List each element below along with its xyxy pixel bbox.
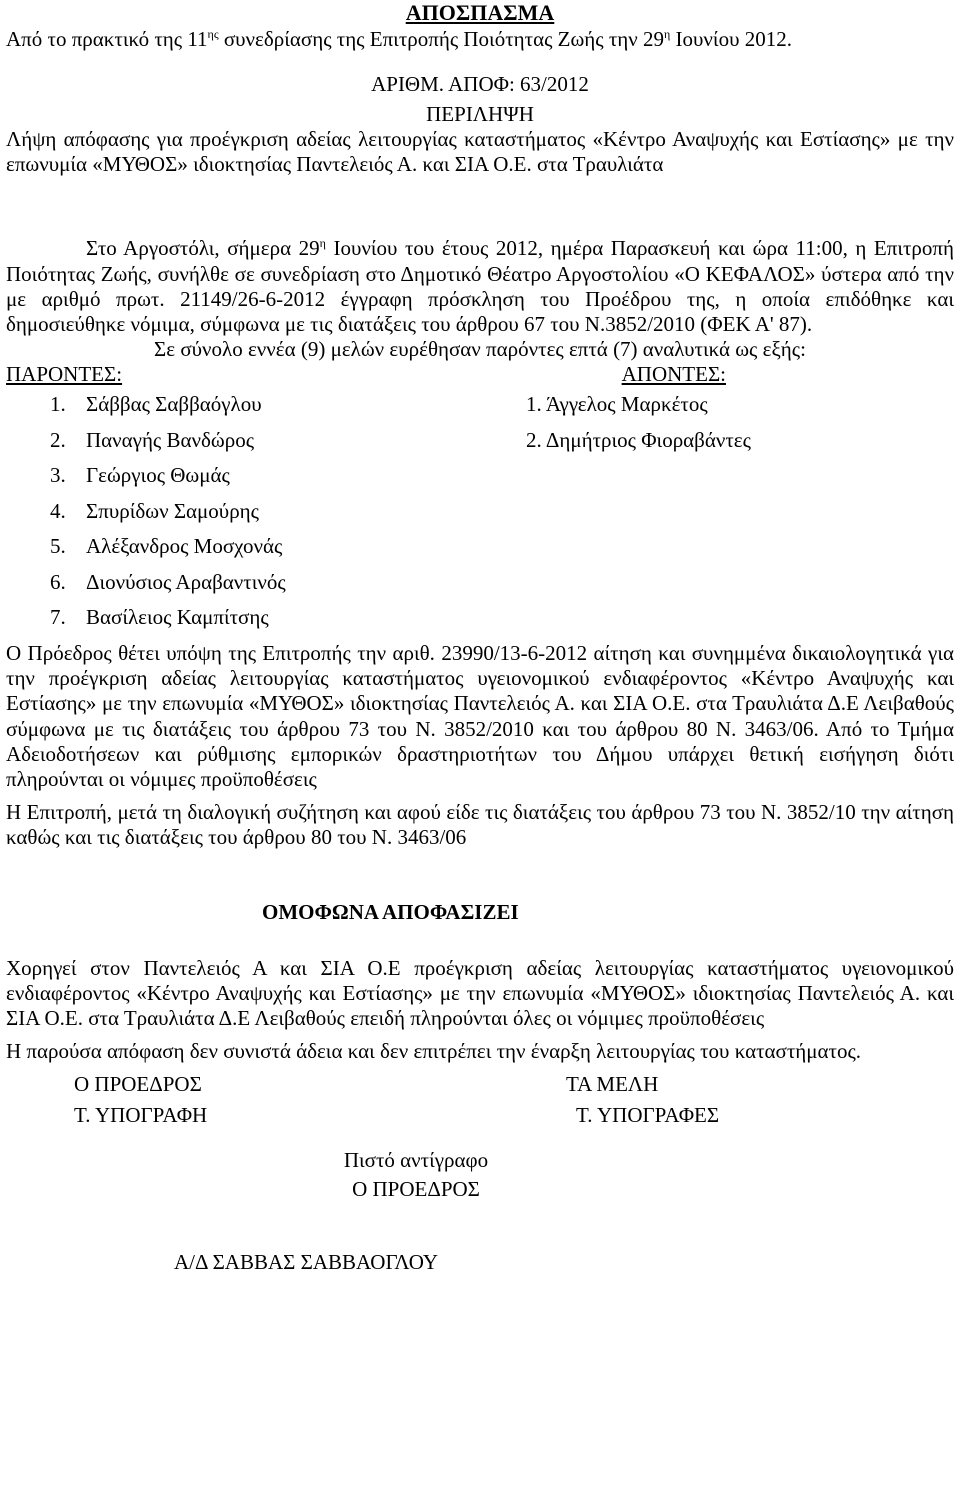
president-request-paragraph: Ο Πρόεδρος θέτει υπόψη της Επιτροπής την αριθ. 23990/13-6-2012 αίτηση και συνημμένα δικαιολογητικά για την προέγκριση αδείας λειτουργίας καταστήματος υγειονομικού ενδιαφέροντος «Κέντρο Αναψυχής και Εστίασης» με την επωνυμία «ΜΥΘΟΣ» ιδιοκτησίας Παντελειός Α. και ΣΙΑ Ο.Ε. στα Τραυλιάτα Δ.Ε Λειβαθούς σύμφωνα με τις διατάξεις του άρθρου 73 του Ν. 3852/2010 και του άρθρου 80 Ν. 3463/06. Από το Τμήμα Αδειοδοτήσεων και ρύθμισης εμπορικών δραστηριοτήτων του Δήμου υπάρχει θετική εισήγηση διότι πληρούνται οι νόμιμες προϋποθέσεις (6, 640, 954, 791)
true-copy-block: Πιστό αντίγραφο Ο ΠΡΟΕΔΡΟΣ (343, 1147, 489, 1201)
decision-number: ΑΡΙΘΜ. ΑΠΟΦ: 63/2012 (371, 71, 589, 96)
absent-label: ΑΠΟΝΤΕΣ: (621, 362, 726, 387)
president-signature: Ο ΠΡΟΕΔΡΟΣ Τ. ΥΠΟΓΡΑΦΗ (74, 1072, 208, 1127)
note-paragraph: Η παρούσα απόφαση δεν συνιστά άδεια και δεν επιτρέπει την έναρξη λειτουργίας του καταστήματος. (6, 1039, 862, 1064)
signatures-block (6, 1072, 954, 1127)
attendance-summary: Σε σύνολο εννέα (9) μελών ευρέθησαν παρόντες επτά (7) αναλυτικά ως εξής: (154, 337, 806, 362)
decides-heading: ΟΜΟΦΩΝΑ ΑΠΟΦΑΣΙΖΕΙ (262, 900, 519, 925)
committee-paragraph: Η Επιτροπή, μετά τη διαλογική συζήτηση και αφού είδε τις διατάξεις του άρθρου 73 του Ν. 3852/10 την αίτηση καθώς και τις διατάξεις του άρθρου 80 του Ν. 3463/06 (6, 800, 954, 850)
absent-list (526, 392, 751, 641)
list-item: 2. Δημήτριος Φιοραβάντες (526, 427, 751, 452)
final-signatory: Α/Δ ΣΑΒΒΑΣ ΣΑΒΒΑΟΓΛΟΥ (173, 1250, 439, 1275)
summary-text: Λήψη απόφασης για προέγκριση αδείας λειτουργίας καταστήματος «Κέντρο Αναψυχής και Εστίασης» με την επωνυμία «ΜΥΘΟΣ» ιδιοκτησίας Παντελειός Α. και ΣΙΑ Ο.Ε. στα Τραυλιάτα (6, 126, 954, 177)
list-item: 7. Βασίλειος Καμπίτσης (50, 605, 269, 630)
list-item: 1. Άγγελος Μαρκέτος (526, 392, 708, 417)
grant-paragraph: Χορηγεί στον Παντελειός Α και ΣΙΑ Ο.Ε προέγκριση αδείας λειτουργίας καταστήματος υγειονομικού ενδιαφέροντος «Κέντρο Αναψυχής και Εστίασης» με την επωνυμία «ΜΥΘΟΣ» ιδιοκτησίας Παντελειός Α. και ΣΙΑ Ο.Ε. στα Τραυλιάτα Δ.Ε Λειβαθούς επειδή πληρούνται όλες οι νόμιμες προϋποθέσεις (6, 955, 954, 1031)
document-page (6, 0, 954, 1275)
list-item: 4. Σπυρίδων Σαμούρης (50, 498, 259, 523)
document-title: ΑΠΟΣΠΑΣΜΑ (405, 0, 555, 25)
summary-heading: ΠΕΡΙΛΗΨΗ (426, 101, 534, 126)
present-label: ΠΑΡΟΝΤΕΣ: (6, 362, 123, 387)
list-item: 2. Παναγής Βανδώρος (50, 427, 255, 452)
minutes-reference: Από το πρακτικό της $11^{\eta\varsigma}$ συνεδρίασης της Επιτροπής Ποιότητας Ζωής την $29^\eta$ Ιουνίου 2012. (6, 27, 792, 52)
list-item: 6. Διονύσιος Αραβαντινός (50, 569, 286, 594)
members-signature: ΤΑ ΜΕΛΗ Τ. ΥΠΟΓΡΑΦΕΣ (566, 1072, 720, 1127)
list-item: 3. Γεώργιος Θωμάς (50, 463, 230, 488)
intro-paragraph: Στο Αργοστόλι, σήμερα $29^\eta$ Ιουνίου του έτους 2012, ημέρα Παρασκευή και ώρα 11:00, η Επιτροπή Ποιότητας Ζωής, συνήλθε σε συνεδρίαση στο Δημοτικό Θέατρο Αργοστολίου «Ο ΚΕΦΑΛΟΣ» ύστερα από την με αριθμό πρωτ. 21149/26-6-2012 έγγραφη πρόσκληση του Προέδρου της, η οποία επιδόθηκε και δημοσιεύθηκε νόμιμα, σύμφωνα με τις διατάξεις του άρθρου 67 του Ν.3852/2010 (ΦΕΚ Α' 87). (6, 236, 954, 336)
attendance-labels (6, 362, 726, 387)
attendance-roster (6, 392, 954, 641)
present-list (6, 392, 526, 641)
list-item: 5. Αλέξανδρος Μοσχονάς (50, 534, 283, 559)
list-item: 1. Σάββας Σαββαόγλου (50, 392, 262, 417)
